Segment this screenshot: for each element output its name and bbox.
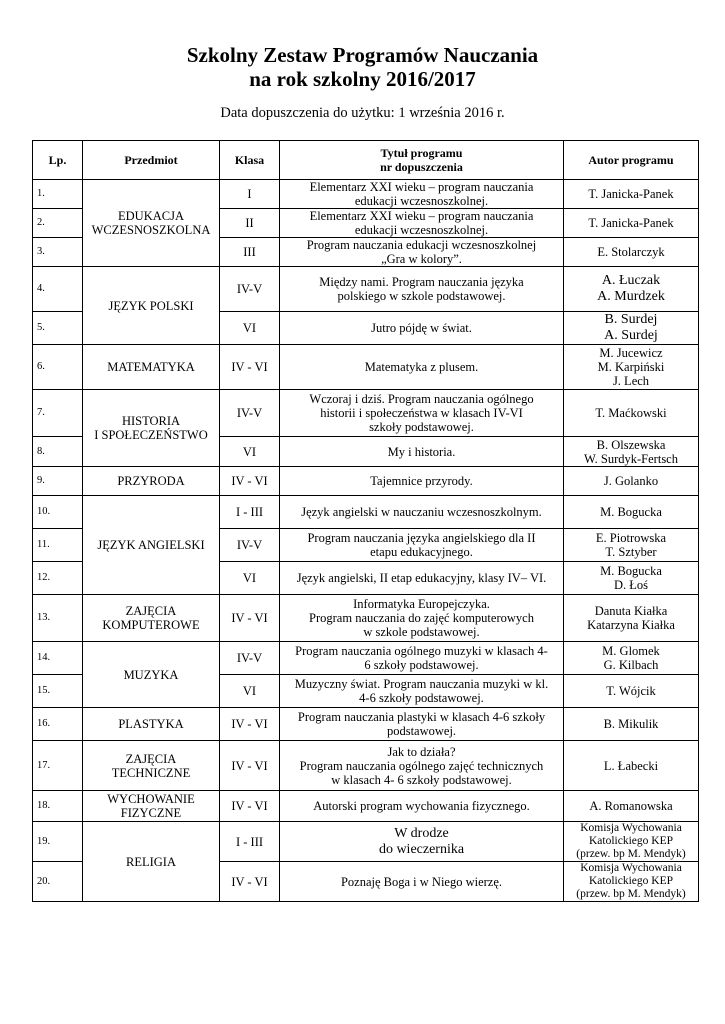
row-lp: 5. [33, 312, 83, 345]
row-author [564, 862, 699, 902]
table-header-row [33, 141, 699, 180]
table-row [33, 642, 699, 675]
subject-cell [83, 822, 220, 902]
program-title-line: podstawowej. [386, 724, 457, 738]
row-author [564, 390, 699, 437]
row-author [564, 822, 699, 862]
row-author [564, 437, 699, 467]
program-title-line: edukacji wczesnoszkolnej. [354, 223, 489, 237]
author-line: E. Piotrowska [595, 531, 667, 545]
row-program-title [280, 467, 564, 496]
row-program-title [280, 741, 564, 791]
row-author [564, 345, 699, 390]
row-author [564, 312, 699, 345]
header-class: Klasa [220, 141, 280, 180]
row-program-title [280, 390, 564, 437]
program-title-line: do wieczernika [378, 841, 465, 857]
subject-cell [83, 642, 220, 708]
header-program-title [280, 141, 564, 180]
row-author [564, 209, 699, 238]
program-title-line: Program nauczania ogólnego muzyki w klasach 4- [295, 644, 548, 658]
subject-cell [83, 496, 220, 595]
row-lp: 8. [33, 437, 83, 467]
program-title-line: Między nami. Program nauczania języka [319, 275, 524, 289]
author-line: M. Bogucka [600, 505, 662, 519]
subject-line1: PRZYRODA [117, 474, 185, 488]
row-class: IV - VI [220, 595, 280, 642]
row-lp: 1. [33, 180, 83, 209]
program-title-line: Jak to działa? [387, 744, 456, 759]
row-program-title [280, 595, 564, 642]
program-title-line: Język angielski, II etap edukacyjny, klasy IV– VI. [296, 571, 547, 585]
table-row [33, 345, 699, 390]
author-line: A. Romanowska [589, 799, 673, 813]
row-author [564, 562, 699, 595]
row-class: IV - VI [220, 708, 280, 741]
row-author [564, 467, 699, 496]
subject-line1: PLASTYKA [118, 717, 184, 731]
row-author [564, 741, 699, 791]
subject-line1: MUZYKA [123, 667, 179, 682]
author-line: G. Kilbach [603, 658, 659, 672]
row-lp: 16. [33, 708, 83, 741]
row-lp: 15. [33, 675, 83, 708]
row-program-title [280, 209, 564, 238]
row-class: IV-V [220, 642, 280, 675]
subject-line2: WCZESNOSZKOLNA [91, 223, 211, 237]
subject-line2: I SPOŁECZEŃSTWO [94, 428, 208, 442]
row-author [564, 267, 699, 312]
subject-line2: FIZYCZNE [120, 806, 182, 820]
row-author [564, 675, 699, 708]
author-line: J. Lech [612, 374, 650, 388]
subject-line2: KOMPUTEROWE [102, 618, 200, 632]
row-author [564, 529, 699, 562]
row-class: I - III [220, 496, 280, 529]
document-title-line1: Szkolny Zestaw Programów Nauczania [186, 43, 539, 67]
subject-cell [83, 390, 220, 467]
row-class: IV-V [220, 529, 280, 562]
header-lp: Lp. [33, 141, 83, 180]
row-program-title [280, 437, 564, 467]
row-program-title [280, 708, 564, 741]
table-body [33, 180, 699, 902]
document-title-line2: na rok szkolny 2016/2017 [249, 67, 476, 91]
program-title-line: historii i społeczeństwa w klasach IV-VI [320, 406, 523, 420]
program-title-line: edukacji wczesnoszkolnej. [354, 194, 489, 208]
author-line: M. Bogucka [600, 564, 662, 578]
program-title-line: Program nauczania języka angielskiego dla II [307, 531, 536, 545]
row-lp: 11. [33, 529, 83, 562]
row-lp: 18. [33, 791, 83, 822]
subject-line1: MATEMATYKA [107, 360, 195, 374]
table-row [33, 595, 699, 642]
program-title-line: Autorski program wychowania fizycznego. [313, 799, 530, 813]
header-subject: Przedmiot [83, 141, 220, 180]
row-program-title [280, 345, 564, 390]
row-author [564, 642, 699, 675]
author-line: B. Surdej [604, 312, 658, 327]
program-title-line: W drodze [394, 825, 449, 841]
author-line: T. Sztyber [605, 545, 657, 559]
subject-cell [83, 708, 220, 741]
author-line: T. Maćkowski [595, 406, 667, 420]
table-row [33, 267, 699, 312]
program-title-line: szkoły podstawowej. [369, 420, 474, 434]
row-program-title [280, 312, 564, 345]
table-row [33, 390, 699, 437]
row-lp: 20. [33, 862, 83, 902]
author-line: A. Surdej [604, 328, 658, 343]
program-title-line: w klasach 4- 6 szkoły podstawowej. [331, 772, 512, 787]
program-title-line: Elementarz XXI wieku – program nauczania [309, 209, 534, 223]
program-title-line: „Gra w kolory”. [381, 252, 462, 266]
row-program-title [280, 267, 564, 312]
author-line: (przew. bp M. Mendyk) [576, 888, 686, 900]
curriculum-table [32, 140, 699, 902]
author-line: M. Jucewicz [599, 346, 663, 360]
subject-cell [83, 791, 220, 822]
program-title-line: Poznaję Boga i w Niego wierzę. [340, 874, 503, 889]
row-class: IV - VI [220, 862, 280, 902]
row-author [564, 180, 699, 209]
subject-cell [83, 595, 220, 642]
approval-date: Data dopuszczenia do użytku: 1 września 2016 r. [220, 105, 505, 121]
row-class: I - III [220, 822, 280, 862]
table-row [33, 708, 699, 741]
program-title-line: Język angielski w nauczaniu wczesnoszkolnym. [301, 505, 542, 519]
table-row [33, 467, 699, 496]
row-class: IV - VI [220, 467, 280, 496]
author-line: Komisja Wychowania [580, 862, 682, 874]
row-program-title [280, 529, 564, 562]
subject-line1: WYCHOWANIE [107, 792, 195, 806]
row-class: IV - VI [220, 345, 280, 390]
author-line: Katolickiego KEP [589, 835, 673, 847]
table-row [33, 822, 699, 862]
author-line: Katolickiego KEP [589, 875, 673, 887]
row-program-title [280, 180, 564, 209]
table-row [33, 496, 699, 529]
row-author [564, 595, 699, 642]
row-lp: 4. [33, 267, 83, 312]
row-class: IV-V [220, 267, 280, 312]
author-line: T. Janicka-Panek [588, 216, 674, 230]
author-line: B. Mikulik [603, 717, 659, 731]
row-program-title [280, 642, 564, 675]
program-title-line: Program nauczania plastyki w klasach 4-6 szkoły [297, 710, 546, 724]
author-line: D. Łoś [613, 578, 649, 592]
table-row [33, 741, 699, 791]
program-title-line: Program nauczania ogólnego zajęć technicznych [299, 758, 544, 773]
author-line: E. Stolarczyk [597, 245, 665, 259]
program-title-line: etapu edukacyjnego. [370, 545, 473, 559]
row-lp: 12. [33, 562, 83, 595]
program-title-line: Program nauczania edukacji wczesnoszkolnej [306, 238, 537, 252]
subject-line1: RELIGIA [126, 854, 176, 869]
row-class: VI [220, 675, 280, 708]
row-class: II [220, 209, 280, 238]
row-class: IV - VI [220, 741, 280, 791]
author-line: B. Olszewska [596, 437, 666, 452]
row-lp: 6. [33, 345, 83, 390]
program-title-line: polskiego w szkole podstawowej. [337, 289, 506, 303]
program-title-line: Muzyczny świat. Program nauczania muzyki w kl. [294, 677, 549, 691]
program-title-line: Informatyka Europejczyka. [353, 597, 490, 611]
subject-cell [83, 741, 220, 791]
program-title-line: Elementarz XXI wieku – program nauczania [309, 180, 534, 194]
row-lp: 10. [33, 496, 83, 529]
subject-line2: TECHNICZNE [111, 765, 191, 780]
row-author [564, 238, 699, 267]
author-line: T. Janicka-Panek [588, 187, 674, 201]
program-title-line: Jutro pójdę w świat. [371, 321, 472, 335]
row-class: VI [220, 312, 280, 345]
row-class: VI [220, 562, 280, 595]
row-class: IV-V [220, 390, 280, 437]
row-author [564, 708, 699, 741]
row-program-title [280, 791, 564, 822]
table-row [33, 180, 699, 209]
program-title-line: w szkole podstawowej. [363, 625, 480, 639]
author-line: L. Łabecki [603, 758, 659, 773]
row-class: III [220, 238, 280, 267]
program-title-line: 4-6 szkoły podstawowej. [359, 691, 484, 705]
header-program-title-line2: nr dopuszczenia [380, 160, 463, 174]
program-title-line: Program nauczania do zajęć komputerowych [309, 611, 534, 625]
header-program-title-line1: Tytuł programu [380, 146, 463, 160]
subject-line1: JĘZYK POLSKI [108, 298, 194, 313]
program-title-line: Wczoraj i dziś. Program nauczania ogólnego [309, 392, 534, 406]
row-class: VI [220, 437, 280, 467]
row-program-title [280, 238, 564, 267]
table-row [33, 791, 699, 822]
row-class: I [220, 180, 280, 209]
row-lp: 2. [33, 209, 83, 238]
author-line: (przew. bp M. Mendyk) [576, 848, 686, 860]
row-program-title [280, 822, 564, 862]
program-title-line: Matematyka z plusem. [364, 360, 479, 374]
author-line: A. Murdzek [597, 289, 665, 304]
row-author [564, 496, 699, 529]
subject-line1: ZAJĘCIA [125, 604, 177, 618]
author-line: Katarzyna Kiałka [587, 618, 675, 632]
author-line: W. Surdyk-Fertsch [584, 451, 678, 466]
row-author [564, 791, 699, 822]
row-program-title [280, 675, 564, 708]
row-program-title [280, 496, 564, 529]
row-class: IV - VI [220, 791, 280, 822]
author-line: M. Glomek [602, 644, 660, 658]
author-line: J. Golanko [603, 474, 659, 488]
subject-cell [83, 180, 220, 267]
row-lp: 13. [33, 595, 83, 642]
subject-line1: EDUKACJA [118, 209, 184, 223]
program-title-line: 6 szkoły podstawowej. [364, 658, 479, 672]
row-lp: 19. [33, 822, 83, 862]
header-author: Autor programu [564, 141, 699, 180]
row-lp: 17. [33, 741, 83, 791]
author-line: Danuta Kiałka [594, 604, 668, 618]
row-lp: 9. [33, 467, 83, 496]
subject-cell [83, 467, 220, 496]
row-program-title [280, 562, 564, 595]
subject-line1: ZAJĘCIA [125, 751, 177, 766]
row-lp: 7. [33, 390, 83, 437]
program-title-line: My i historia. [387, 444, 456, 459]
subject-line1: HISTORIA [121, 414, 181, 428]
author-line: Komisja Wychowania [580, 822, 682, 834]
row-lp: 3. [33, 238, 83, 267]
row-program-title [280, 862, 564, 902]
program-title-line: Tajemnice przyrody. [370, 474, 473, 488]
subject-cell [83, 345, 220, 390]
subject-line1: JĘZYK ANGIELSKI [97, 538, 205, 552]
author-line: M. Karpiński [597, 360, 665, 374]
row-lp: 14. [33, 642, 83, 675]
author-line: A. Łuczak [601, 273, 661, 288]
subject-cell [83, 267, 220, 345]
author-line: T. Wójcik [606, 684, 656, 698]
